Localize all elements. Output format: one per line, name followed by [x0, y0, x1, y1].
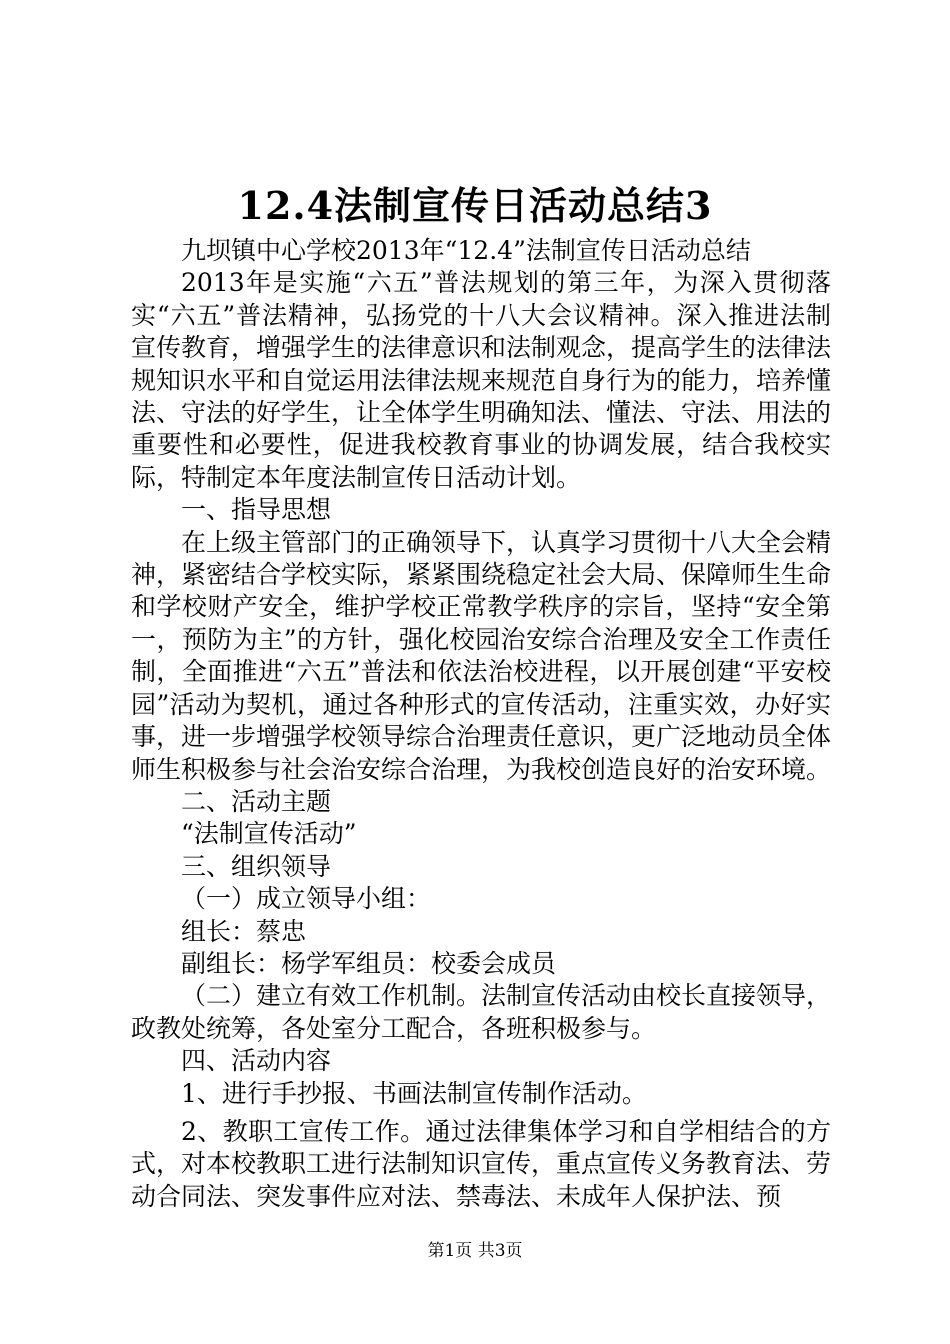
section-heading-guiding-ideology: 一、指导思想 — [181, 495, 332, 525]
document-title: 12.4法制宣传日活动总结3 — [237, 183, 713, 228]
paragraph-guiding-ideology: 在上级主管部门的正确领导下，认真学习贯彻十八大全会精神，紧密结合学校实际，紧紧围绕稳定社会大局、保障师生生命和学校财产安全，维护学校正常教学秩序的宗旨，坚持“安全第一，预防为主”的方针，强化校园治安综合治理及安全工作责任制，全面推进“六五”普法和依法治校进程，以开展创建“平安校园”活动为契机，通过各种形式的宣传活动，注重实效，办好实事，进一步增强学校领导综合治理责任意识，更广泛地动员全体师生积极参与社会治安综合治理，为我校创造良好的治安环境。 — [131, 527, 832, 784]
paragraph-activity-theme: “法制宣传活动” — [181, 819, 357, 849]
page-footer: 第1页 共3页 — [427, 1241, 523, 1261]
document-body — [131, 235, 831, 1213]
section-heading-activity-theme: 二、活动主题 — [181, 786, 332, 816]
paragraph-group-leader: 组长：蔡忠 — [181, 916, 307, 946]
paragraph-content-item-2: 2、教职工宣传工作。通过法律集体学习和自学相结合的方式，对本校教职工进行法制知识宣传，重点宣传义务教育法、劳动合同法、突发事件应对法、禁毒法、未成年人保护法、预 — [131, 1116, 832, 1211]
paragraph-deputy-leader: 副组长：杨学军组员：校委会成员 — [181, 948, 557, 978]
paragraph-content-item-1: 1、进行手抄报、书画法制宣传制作活动。 — [181, 1078, 647, 1108]
paragraph-leading-group: （一）成立领导小组： — [181, 884, 432, 914]
section-heading-activity-content: 四、活动内容 — [181, 1046, 332, 1076]
section-heading-organization: 三、组织领导 — [181, 851, 332, 881]
paragraph-school-heading: 九坝镇中心学校2013年“12.4”法制宣传日活动总结 — [181, 236, 751, 265]
paragraph-work-mechanism: （二）建立有效工作机制。法制宣传活动由校长直接领导，政教处统筹，各处室分工配合，各班积极参与。 — [131, 981, 832, 1043]
paragraph-intro: 2013年是实施“六五”普法规划的第三年，为深入贯彻落实“六五”普法精神，弘扬党的十八大会议精神。深入推进法制宣传教育，增强学生的法律意识和法制观念，提高学生的法律法规知识水平和自觉运用法律法规来规范自身行为的能力，培养懂法、守法的好学生，让全体学生明确知法、懂法、守法、用法的重要性和必要性，促进我校教育事业的协调发展，结合我校实际，特制定本年度法制宣传日活动计划。 — [131, 268, 832, 492]
